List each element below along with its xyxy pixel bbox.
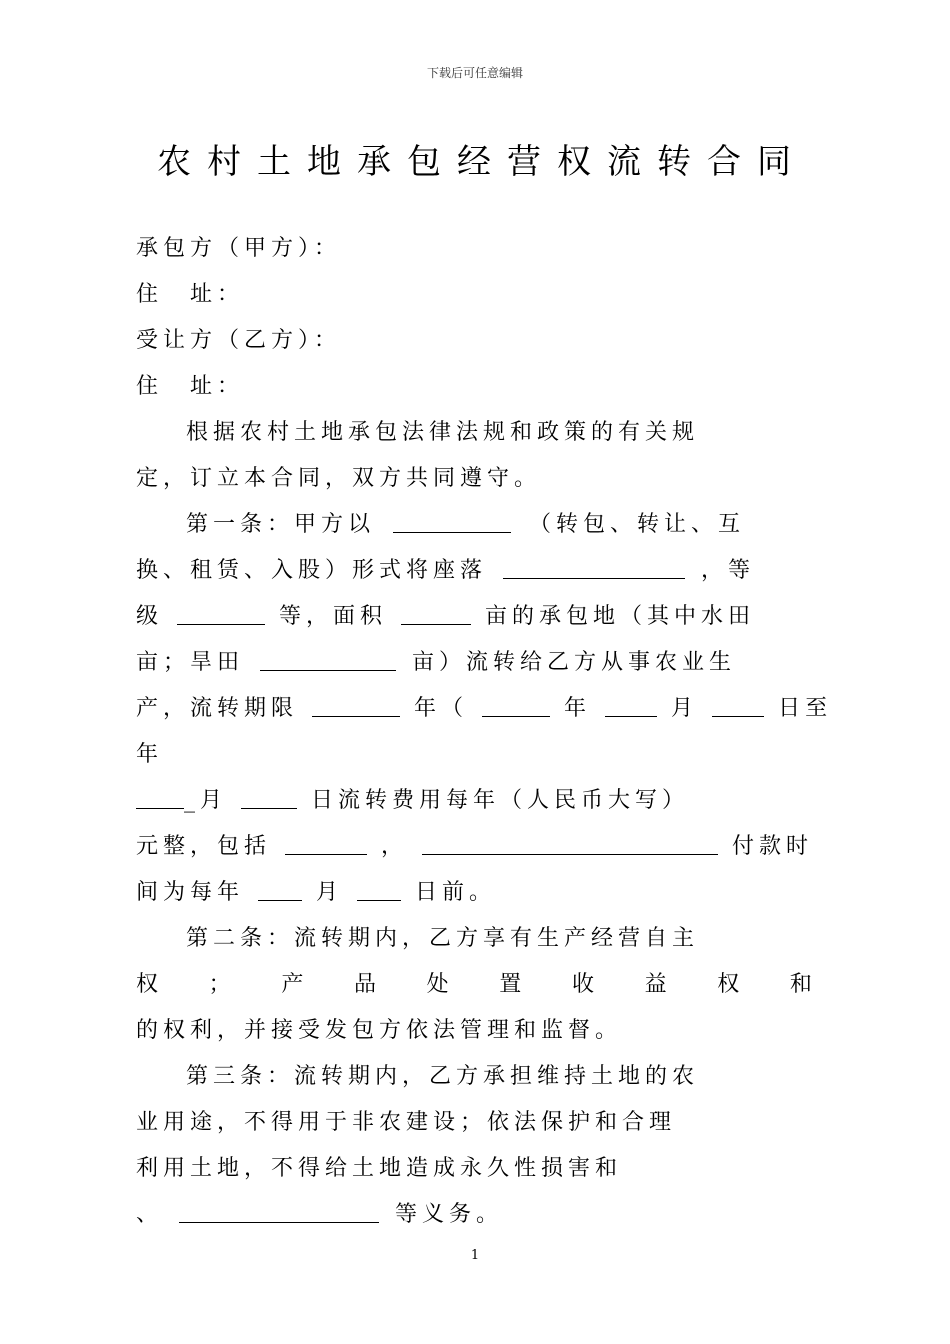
article1-line-9 [136, 870, 812, 916]
article1-line-2 [136, 548, 812, 594]
text: 等义务。 [395, 1202, 504, 1227]
document-title: 农村土地承包经营权流转合同 [157, 142, 807, 182]
fill-blank [285, 834, 367, 855]
fill-blank [136, 788, 184, 809]
text: 日流转费用每年（人民币大写） [311, 788, 690, 813]
page-header: 下载后可任意编辑 [426, 66, 523, 80]
page-number: 1 [470, 1248, 480, 1263]
article1-line-8 [136, 824, 812, 870]
text: 间为每年 [136, 880, 245, 905]
text: 付款时 [732, 834, 814, 859]
text: （转包、转让、互 [529, 512, 746, 537]
article1-line-7 [136, 778, 812, 824]
text: 等，面积 [279, 604, 388, 629]
text: 益 [644, 972, 667, 997]
text: 换、租赁、入股）形式将座落 [136, 558, 488, 583]
text: 置 [499, 972, 522, 997]
fill-blank [393, 512, 511, 533]
party-b-label: 受让方（乙方）： [136, 328, 342, 353]
text: 日前。 [415, 880, 497, 905]
text: 产 [281, 972, 304, 997]
article1-line-3 [136, 594, 812, 640]
article2-line-2 [136, 962, 812, 1008]
text: 品 [353, 972, 376, 997]
text: 年 [564, 696, 592, 721]
article2-line-3: 的权利，并接受发包方依法管理和监督。 [136, 1018, 623, 1043]
article1-line-6: 年 [136, 742, 164, 767]
text: _月 [184, 788, 228, 813]
text: 、 [136, 1202, 164, 1227]
fill-blank [312, 696, 400, 717]
party-b-address: 住 址： [136, 374, 245, 399]
fill-blank [258, 880, 302, 901]
text: 产，流转期限 [136, 696, 299, 721]
article3-line-2: 业用途，不得用于非农建设；依法保护和合理 [136, 1110, 677, 1135]
text: 月 [316, 880, 344, 905]
text: 收 [571, 972, 594, 997]
text: 年（ [414, 696, 469, 721]
article1-line-4 [136, 640, 812, 686]
text: 第一条：甲方以 [186, 512, 376, 537]
contract-body [136, 226, 833, 1238]
article1-line-5 [136, 686, 833, 732]
text: 亩的承包地（其中水田 [485, 604, 756, 629]
fill-blank [401, 604, 471, 625]
article3-line-4 [136, 1192, 812, 1238]
text: 和 [789, 972, 812, 997]
fill-blank [605, 696, 657, 717]
fill-blank [712, 696, 764, 717]
article3-line-3: 利用土地，不得给土地造成永久性损害和 [136, 1156, 623, 1181]
text: ， [381, 834, 409, 859]
article2-line-1: 第二条：流转期内，乙方享有生产经营自主 [186, 926, 700, 951]
text: 元整，包括 [136, 834, 272, 859]
article1-line-1 [136, 502, 812, 548]
text: ，等 [701, 558, 756, 583]
fill-blank [422, 834, 718, 855]
text: 亩）流转给乙方从事农业生 [412, 650, 737, 675]
article3-line-1: 第三条：流转期内，乙方承担维持土地的农 [186, 1064, 700, 1089]
fill-blank [241, 788, 297, 809]
text: 权 [136, 972, 159, 997]
text: 级 [136, 604, 164, 629]
preamble-line-1: 根据农村土地承包法律法规和政策的有关规 [186, 420, 700, 445]
party-a-address: 住 址： [136, 282, 245, 307]
fill-blank [482, 696, 550, 717]
fill-blank [179, 1202, 379, 1223]
preamble-line-2: 定，订立本合同，双方共同遵守。 [136, 466, 542, 491]
party-a-label: 承包方（甲方）： [136, 236, 342, 261]
text: 日至 [778, 696, 833, 721]
text: 月 [671, 696, 699, 721]
fill-blank [503, 558, 685, 579]
text: 处 [426, 972, 449, 997]
fill-blank [177, 604, 265, 625]
fill-blank [357, 880, 401, 901]
text: 亩；旱田 [136, 650, 245, 675]
text: 权 [717, 972, 740, 997]
text: ； [208, 972, 231, 997]
fill-blank [260, 650, 396, 671]
